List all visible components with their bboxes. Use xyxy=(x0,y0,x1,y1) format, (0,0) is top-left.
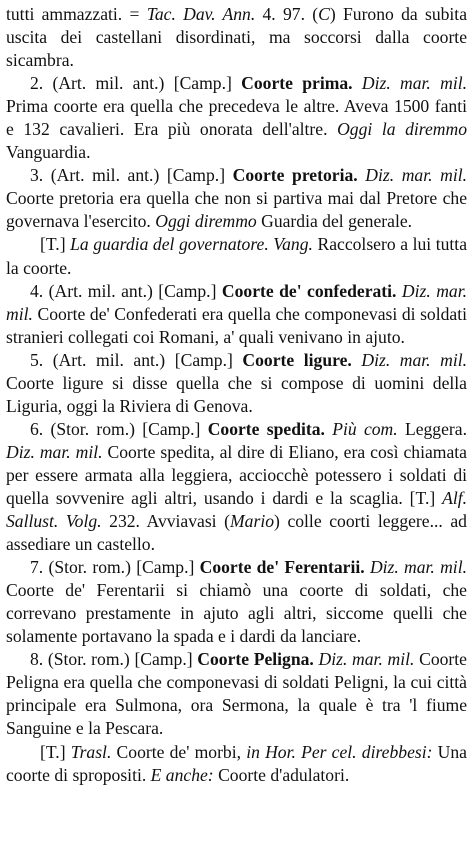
body-text: Prima coorte era quella che precedeva le altre. Aveva 1500 fanti e 132 cavalieri. Era più onorata dell'altre. xyxy=(6,96,467,140)
italic-text: Oggi la diremmo xyxy=(337,119,467,140)
entry-headword: Coorte de' Ferentarii. xyxy=(199,557,365,578)
italic-text: Diz. mar. mil. xyxy=(6,280,467,324)
entry-paragraph xyxy=(6,648,467,740)
entry-paragraph xyxy=(6,418,467,556)
italic-text: Alf. Sallust. Volg. xyxy=(6,487,467,532)
body-text: ) colle coorti leggere... ad assediare un castello. xyxy=(6,511,467,555)
italic-text: in Hor. Per cel. xyxy=(246,741,357,762)
body-text: Guardia del generale. xyxy=(256,211,413,232)
entry-paragraph xyxy=(6,741,467,787)
body-text: Coorte pretoria era quella che non si partiva mai dal Pretore che governava l'esercito. xyxy=(6,188,467,232)
entry-paragraph xyxy=(6,3,467,72)
entry-headword: Coorte de' confederati. xyxy=(221,280,397,301)
body-text: ) Furono da subita uscita dei castellani disordinati, ma soccorsi dalla coorte sicambra. xyxy=(6,4,467,71)
entry-headword: Coorte Peligna. xyxy=(197,649,314,670)
entry-paragraph xyxy=(6,233,467,279)
body-text: 4. 97. ( xyxy=(255,4,319,24)
body-text: 2. (Art. mil. ant.) [Camp.] xyxy=(30,73,242,94)
body-text: 4. (Art. mil. ant.) [Camp.] xyxy=(30,280,222,301)
body-text: 5. (Art. mil. ant.) [Camp.] xyxy=(30,349,243,370)
body-text: Leggera. xyxy=(397,418,467,439)
entry-headword: Coorte prima. xyxy=(241,73,353,94)
body-text: Coorte ligure si disse quella che si compose di uomini della Liguria, oggi la Riviera di Genova. xyxy=(6,372,467,416)
body-text: Una coorte di spropositi. xyxy=(6,741,467,785)
body-text: 232. Avviavasi ( xyxy=(101,511,231,532)
body-text: 8. (Stor. rom.) [Camp.] xyxy=(30,649,198,670)
italic-text: Più com. xyxy=(332,418,398,439)
italic-text: Diz. mar. mil. xyxy=(361,73,468,94)
body-text: [T.] xyxy=(40,741,71,762)
body-text: Coorte d'adulatori. xyxy=(213,764,350,785)
body-text: Coorte Peligna era quella che componevasi di soldati Peligni, la cui città principale era Sulmona, ora Sermona, la quale è tra 'l fiume Sanguine e la Pescara. xyxy=(6,649,467,739)
entry-headword: Coorte spedita. xyxy=(207,418,325,439)
italic-text: direbbesi: xyxy=(361,741,433,762)
body-text: Coorte de' Confederati era quella che componevasi di soldati stranieri collegati coi Romani, a' quali venivano in ajuto. xyxy=(6,303,467,347)
entry-paragraph xyxy=(6,280,467,349)
italic-text: Diz. mar. mil. xyxy=(365,165,467,186)
italic-text: Diz. mar. mil. xyxy=(369,557,467,578)
italic-text: Diz. mar. mil. xyxy=(6,441,103,462)
entry-paragraph xyxy=(6,164,467,233)
italic-text: Oggi diremmo xyxy=(155,211,257,232)
italic-text: E anche: xyxy=(150,764,214,785)
entry-headword: Coorte pretoria. xyxy=(232,165,358,186)
entry-paragraph xyxy=(6,349,467,418)
italic-text: Tac. Dav. Ann. xyxy=(146,4,256,24)
body-text xyxy=(353,73,362,93)
italic-text: Mario xyxy=(230,511,274,532)
dictionary-page-text xyxy=(6,3,467,787)
italic-text: Trasl. xyxy=(70,741,112,762)
body-text: Vanguardia. xyxy=(6,142,91,163)
body-text: 6. (Stor. rom.) [Camp.] xyxy=(30,418,208,439)
italic-text: La guardia del governatore. Vang. xyxy=(70,234,313,255)
body-text: tutti ammazzati. = xyxy=(6,4,147,24)
body-text: 7. (Stor. rom.) [Camp.] xyxy=(30,557,200,578)
body-text: [T.] xyxy=(40,234,71,255)
body-text xyxy=(352,350,362,370)
body-text: Coorte de' morbi, xyxy=(111,741,247,762)
entry-paragraph xyxy=(6,556,467,648)
body-text: Coorte spedita, al dire di Eliano, era così chiamata per essere armata alla leggiera, acciocchè potessero i soldati di quella sovvenire agli altri, usando i dardi e la scaglia. [T.] xyxy=(6,441,467,508)
body-text: Raccolsero a lui tutta la coorte. xyxy=(6,234,468,278)
body-text: Coorte de' Ferentarii si chiamò una coorte di soldati, che correvano prestamente in ajuto agli altri, siccome quelli che solamente portavano la spada e i dardi da lanciare. xyxy=(6,580,467,647)
italic-text: C xyxy=(318,4,330,24)
entry-paragraph xyxy=(6,72,467,164)
italic-text: Diz. mar. mil. xyxy=(318,649,415,670)
entry-headword: Coorte ligure. xyxy=(242,349,352,370)
italic-text: Diz. mar. mil. xyxy=(361,349,467,370)
body-text: 3. (Art. mil. ant.) [Camp.] xyxy=(30,165,233,186)
